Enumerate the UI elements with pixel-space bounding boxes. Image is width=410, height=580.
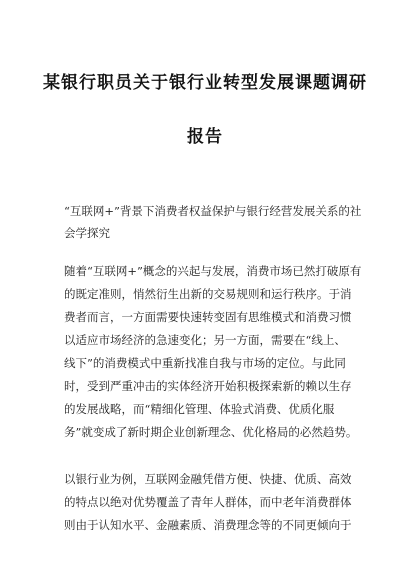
document-title: 某银行职员关于银行业转型发展课题调研 [43,73,367,93]
body-paragraph [64,260,364,444]
paragraph-line: 的发展战略，而“精细化管理、体验式消费、优质化服 [64,402,335,416]
paragraph-line: 线下”的消费模式中重新找准自我与市场的定位。与此同 [64,356,346,370]
paragraph-line: 的既定准则，悄然衍生出新的交易规则和运行秩序。于消 [64,287,352,301]
paragraph-line: 务”就变成了新时期企业创新理念、优化格局的必然趋势。 [64,425,358,439]
paragraph-line: 时，受到严重冲击的实体经济开始积极探索新的赖以生存 [64,379,352,393]
subtitle-line: 会学探究 [64,226,110,240]
paragraph-line: 随着“互联网+”概念的兴起与发展，消费市场已然打破原有 [64,264,362,278]
paragraph-line: 费者而言，一方面需要快速转变固有思维模式和消费习惯 [64,310,352,324]
document-subtitle [64,200,364,244]
body-paragraph [64,468,364,537]
paragraph-line: 则由于认知水平、金融素质、消费理念等的不同更倾向于 [64,518,352,532]
paragraph-line: 以适应市场经济的急速变化；另一方面，需要在“线上、 [64,333,346,347]
paragraph-line: 的特点以绝对优势覆盖了青年人群体，而中老年消费群体 [64,495,352,509]
subtitle-line: “互联网+”背景下消费者权益保护与银行经营发展关系的社 [64,204,362,218]
document-title-continued: 报告 [187,127,223,147]
paragraph-line: 以银行业为例，互联网金融凭借方便、快捷、优质、高效 [64,472,352,486]
